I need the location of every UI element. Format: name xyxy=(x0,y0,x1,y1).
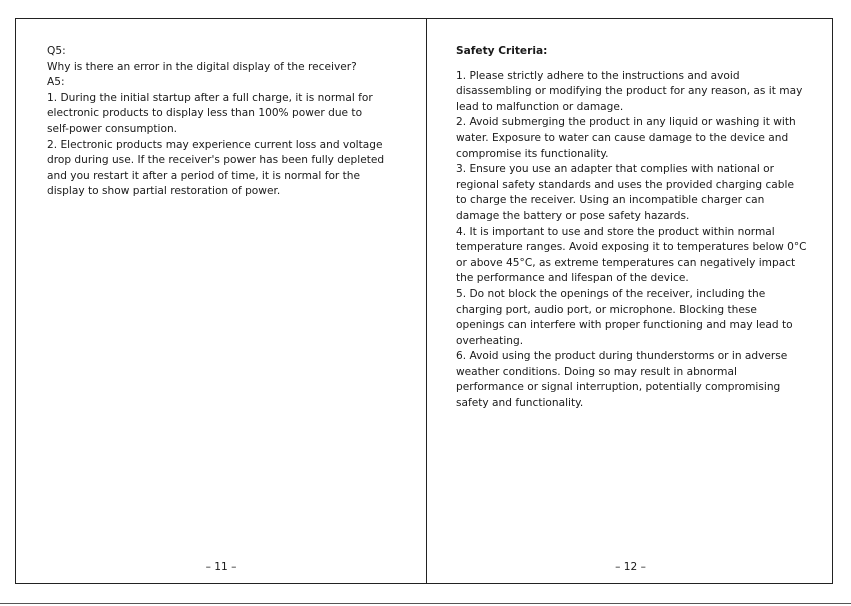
answer-line: display to show partial restoration of power. xyxy=(47,185,281,198)
criteria-line: performance or signal interruption, potentially compromising xyxy=(456,381,781,394)
answer-label: A5: xyxy=(47,76,65,89)
criteria-line: 3. Ensure you use an adapter that complies with national or xyxy=(456,163,774,176)
criteria-line: water. Exposure to water can cause damage to the device and xyxy=(456,131,789,144)
question-text: Why is there an error in the digital display of the receiver? xyxy=(47,60,357,73)
bottom-rule xyxy=(0,603,851,604)
criteria-line: weather conditions. Doing so may result in abnormal xyxy=(456,365,737,378)
criteria-line: safety and functionality. xyxy=(456,397,584,410)
page-number: – 12 – xyxy=(615,561,646,573)
criteria-line: openings can interfere with proper functioning and may lead to xyxy=(456,319,793,332)
criteria-line: regional safety standards and uses the provided charging cable xyxy=(456,178,794,191)
criteria-line: overheating. xyxy=(456,334,524,347)
criteria-line: 5. Do not block the openings of the receiver, including the xyxy=(456,287,766,300)
criteria-line: charging port, audio port, or microphone. Blocking these xyxy=(456,303,757,316)
page-12 xyxy=(427,19,834,583)
booklet-spread xyxy=(15,18,833,584)
criteria-line: temperature ranges. Avoid exposing it to temperatures below 0°C xyxy=(456,241,807,254)
criteria-line: damage the battery or pose safety hazards. xyxy=(456,209,690,222)
criteria-line: 1. Please strictly adhere to the instructions and avoid xyxy=(456,69,740,82)
faq-answer-block xyxy=(47,44,392,200)
answer-line: and you restart it after a period of time, it is normal for the xyxy=(47,169,361,182)
criteria-line: or above 45°C, as extreme temperatures can negatively impact xyxy=(456,256,796,269)
criteria-line: disassembling or modifying the product for any reason, as it may xyxy=(456,85,803,98)
heading-spacer xyxy=(456,60,811,69)
criteria-line: compromise its functionality. xyxy=(456,147,609,160)
safety-criteria-block xyxy=(456,44,811,412)
answer-line: electronic products to display less than 100% power due to xyxy=(47,107,363,120)
criteria-line: 4. It is important to use and store the product within normal xyxy=(456,225,775,238)
answer-line: 2. Electronic products may experience current loss and voltage xyxy=(47,138,383,151)
page-number: – 11 – xyxy=(205,561,237,573)
page-11 xyxy=(16,19,426,583)
question-label: Q5: xyxy=(47,45,66,57)
criteria-line: to charge the receiver. Using an incompatible charger can xyxy=(456,194,765,207)
answer-line: self-power consumption. xyxy=(47,122,178,135)
criteria-line: 6. Avoid using the product during thunderstorms or in adverse xyxy=(456,350,788,363)
criteria-line: lead to malfunction or damage. xyxy=(456,100,624,113)
answer-line: drop during use. If the receiver's power has been fully depleted xyxy=(47,154,385,167)
criteria-line: 2. Avoid submerging the product in any liquid or washing it with xyxy=(456,116,796,129)
section-heading: Safety Criteria: xyxy=(456,45,548,57)
answer-line: 1. During the initial startup after a full charge, it is normal for xyxy=(47,91,373,104)
criteria-line: the performance and lifespan of the device. xyxy=(456,272,689,285)
